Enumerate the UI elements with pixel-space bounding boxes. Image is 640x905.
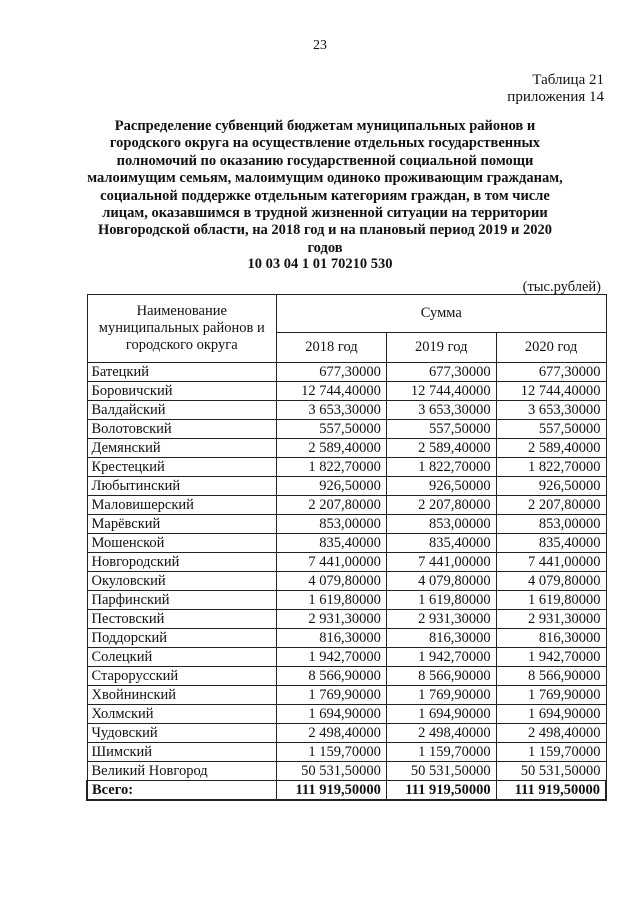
amount-2019: 2 498,40000 — [386, 724, 496, 743]
amount-2019: 4 079,80000 — [386, 572, 496, 591]
amount-2020: 7 441,00000 — [496, 553, 606, 572]
amount-2019: 2 931,30000 — [386, 610, 496, 629]
amount-2019: 7 441,00000 — [386, 553, 496, 572]
table-reference — [507, 72, 604, 106]
table-row — [87, 515, 606, 534]
amount-2019: 816,30000 — [386, 629, 496, 648]
amount-2019: 557,50000 — [386, 420, 496, 439]
district-name: Мошенской — [87, 534, 277, 553]
district-name: Солецкий — [87, 648, 277, 667]
subvention-table — [86, 294, 607, 801]
amount-2018: 8 566,90000 — [277, 667, 387, 686]
amount-2019: 1 159,70000 — [386, 743, 496, 762]
table-row — [87, 705, 606, 724]
amount-2020: 1 942,70000 — [496, 648, 606, 667]
table-row — [87, 667, 606, 686]
amount-2019: 677,30000 — [386, 363, 496, 382]
amount-2018: 2 931,30000 — [277, 610, 387, 629]
district-name: Демянский — [87, 439, 277, 458]
amount-2020: 816,30000 — [496, 629, 606, 648]
amount-2020: 12 744,40000 — [496, 382, 606, 401]
district-name: Хвойнинский — [87, 686, 277, 705]
amount-2019: 835,40000 — [386, 534, 496, 553]
total-label: Всего: — [87, 781, 277, 801]
amount-2018: 7 441,00000 — [277, 553, 387, 572]
amount-2019: 50 531,50000 — [386, 762, 496, 781]
district-name: Великий Новгород — [87, 762, 277, 781]
district-name: Парфинский — [87, 591, 277, 610]
table-row — [87, 553, 606, 572]
district-name: Поддорский — [87, 629, 277, 648]
amount-2020: 1 619,80000 — [496, 591, 606, 610]
table-total-row — [87, 781, 606, 801]
amount-2018: 50 531,50000 — [277, 762, 387, 781]
table-row — [87, 496, 606, 515]
amount-2018: 926,50000 — [277, 477, 387, 496]
table-row — [87, 401, 606, 420]
district-name: Марёвский — [87, 515, 277, 534]
total-amount-2018: 111 919,50000 — [277, 781, 387, 801]
table-header — [87, 295, 606, 363]
district-name: Любытинский — [87, 477, 277, 496]
amount-2020: 8 566,90000 — [496, 667, 606, 686]
amount-2020: 3 653,30000 — [496, 401, 606, 420]
amount-2018: 12 744,40000 — [277, 382, 387, 401]
amount-2018: 1 769,90000 — [277, 686, 387, 705]
amount-2019: 3 653,30000 — [386, 401, 496, 420]
table-row — [87, 420, 606, 439]
document-title: Распределение субвенций бюджетам муниципальных районов и городского округа на осуществление отдельных государственных полномочий по оказанию государственной социальной помощи малоимущим семьям, малоимущим одиноко проживающим гражданам, социальной поддержке отдельным категориям граждан, в том числе лицам, оказавшимся в трудной жизненной ситуации на территории Новгородской области, на 2018 год и на плановый период 2019 и 2020 годов — [87, 118, 563, 256]
amount-2020: 2 498,40000 — [496, 724, 606, 743]
amount-2019: 1 942,70000 — [386, 648, 496, 667]
district-name: Старорусский — [87, 667, 277, 686]
district-name: Маловишерский — [87, 496, 277, 515]
district-name: Новгородский — [87, 553, 277, 572]
amount-2019: 1 694,90000 — [386, 705, 496, 724]
table-row — [87, 724, 606, 743]
table-row — [87, 458, 606, 477]
table-row — [87, 439, 606, 458]
amount-2019: 12 744,40000 — [386, 382, 496, 401]
amount-2018: 1 822,70000 — [277, 458, 387, 477]
table-row — [87, 743, 606, 762]
amount-2020: 2 207,80000 — [496, 496, 606, 515]
table-row — [87, 686, 606, 705]
page-number: 23 — [313, 38, 327, 53]
table-row — [87, 610, 606, 629]
amount-2018: 677,30000 — [277, 363, 387, 382]
district-name: Чудовский — [87, 724, 277, 743]
amount-2020: 677,30000 — [496, 363, 606, 382]
amount-2020: 1 159,70000 — [496, 743, 606, 762]
amount-2020: 557,50000 — [496, 420, 606, 439]
amount-2020: 4 079,80000 — [496, 572, 606, 591]
amount-2018: 3 653,30000 — [277, 401, 387, 420]
table-ref-line1: Таблица 21 — [532, 72, 604, 88]
amount-2020: 835,40000 — [496, 534, 606, 553]
district-name: Волотовский — [87, 420, 277, 439]
total-amount-2020: 111 919,50000 — [496, 781, 606, 801]
amount-2018: 816,30000 — [277, 629, 387, 648]
amount-2018: 853,00000 — [277, 515, 387, 534]
table-row — [87, 382, 606, 401]
amount-2018: 1 694,90000 — [277, 705, 387, 724]
header-sum: Сумма — [277, 295, 606, 333]
amount-2018: 557,50000 — [277, 420, 387, 439]
amount-2020: 2 931,30000 — [496, 610, 606, 629]
header-year-2018: 2018 год — [277, 333, 387, 363]
budget-code: 10 03 04 1 01 70210 530 — [247, 256, 393, 272]
amount-2018: 2 589,40000 — [277, 439, 387, 458]
amount-2020: 2 589,40000 — [496, 439, 606, 458]
amount-2019: 926,50000 — [386, 477, 496, 496]
amount-2018: 2 498,40000 — [277, 724, 387, 743]
table-row — [87, 591, 606, 610]
amount-2020: 926,50000 — [496, 477, 606, 496]
amount-2019: 1 619,80000 — [386, 591, 496, 610]
table-row — [87, 762, 606, 781]
district-name: Окуловский — [87, 572, 277, 591]
amount-2020: 853,00000 — [496, 515, 606, 534]
amount-2019: 2 207,80000 — [386, 496, 496, 515]
table-row — [87, 572, 606, 591]
unit-label: (тыс.рублей) — [522, 279, 601, 295]
table-body — [87, 363, 606, 801]
amount-2018: 1 942,70000 — [277, 648, 387, 667]
amount-2019: 853,00000 — [386, 515, 496, 534]
amount-2020: 1 694,90000 — [496, 705, 606, 724]
amount-2019: 8 566,90000 — [386, 667, 496, 686]
district-name: Холмский — [87, 705, 277, 724]
header-year-2020: 2020 год — [496, 333, 606, 363]
amount-2018: 835,40000 — [277, 534, 387, 553]
table-ref-line2: приложения 14 — [507, 89, 604, 105]
amount-2019: 1 769,90000 — [386, 686, 496, 705]
district-name: Валдайский — [87, 401, 277, 420]
table-row — [87, 363, 606, 382]
amount-2020: 1 769,90000 — [496, 686, 606, 705]
district-name: Шимский — [87, 743, 277, 762]
district-name: Пестовский — [87, 610, 277, 629]
district-name: Боровичский — [87, 382, 277, 401]
amount-2019: 1 822,70000 — [386, 458, 496, 477]
amount-2018: 4 079,80000 — [277, 572, 387, 591]
amount-2020: 1 822,70000 — [496, 458, 606, 477]
amount-2018: 2 207,80000 — [277, 496, 387, 515]
table-row — [87, 648, 606, 667]
district-name: Крестецкий — [87, 458, 277, 477]
total-amount-2019: 111 919,50000 — [386, 781, 496, 801]
table-row — [87, 534, 606, 553]
table-row — [87, 629, 606, 648]
amount-2019: 2 589,40000 — [386, 439, 496, 458]
header-year-2019: 2019 год — [386, 333, 496, 363]
district-name: Батецкий — [87, 363, 277, 382]
amount-2018: 1 159,70000 — [277, 743, 387, 762]
table-row — [87, 477, 606, 496]
amount-2018: 1 619,80000 — [277, 591, 387, 610]
header-name: Наименование муниципальных районов и городского округа — [87, 295, 277, 363]
amount-2020: 50 531,50000 — [496, 762, 606, 781]
